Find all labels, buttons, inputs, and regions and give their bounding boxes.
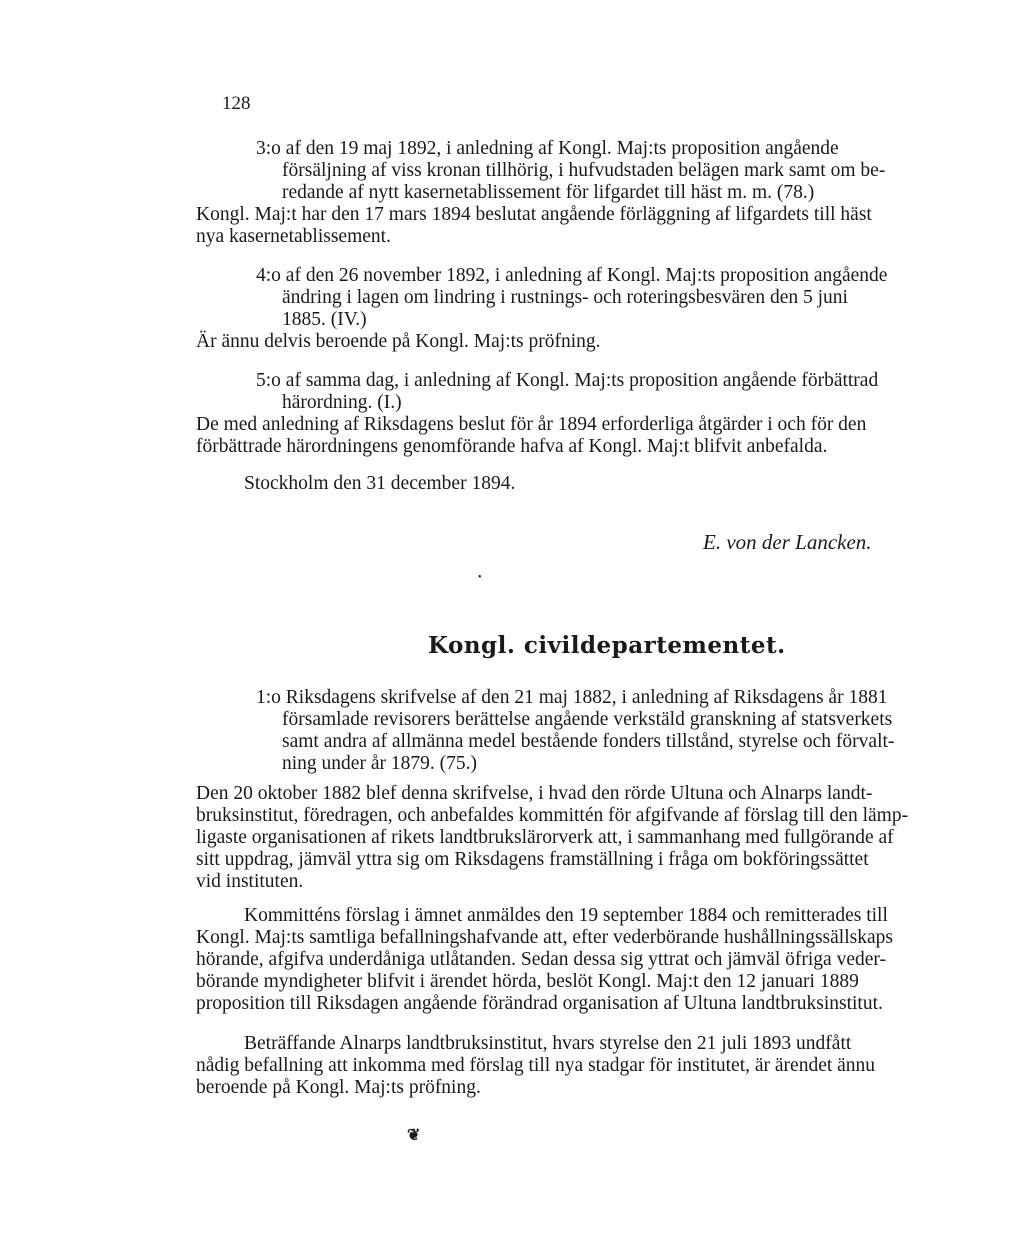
- para-1-line-5: vid instituten.: [196, 871, 304, 892]
- item-5: [196, 370, 986, 458]
- ink-mark: ❦: [407, 1127, 421, 1144]
- para-2-line-5: proposition till Riksdagen angående förändrad organisation af Ultuna landtbruksinstitut.: [196, 993, 883, 1014]
- paragraph-1: [196, 783, 986, 893]
- page-number: 128: [222, 93, 251, 114]
- para-2-line-4: börande myndigheter blifvit i ärendet hörda, beslöt Kongl. Maj:t den 12 januari 1889: [196, 971, 859, 992]
- item-5-result-1: De med anledning af Riksdagens beslut för år 1894 erforderliga åtgärder i och för den: [196, 414, 867, 435]
- paragraph-2: [196, 905, 986, 1015]
- item-4-line-3: 1885. (IV.): [282, 309, 367, 330]
- item-3-line-3: redande af nytt kasernetablissement för lifgardet till häst m. m. (78.): [282, 182, 815, 203]
- stray-mark: •: [478, 572, 482, 583]
- civ-item-1: [196, 687, 986, 775]
- signature: E. von der Lancken.: [703, 530, 872, 554]
- para-2-line-2: Kongl. Maj:ts samtliga befallningshafvande att, efter vederbörande hushållningssällskaps: [196, 927, 893, 948]
- civ-item-1-line-1: 1:o Riksdagens skrifvelse af den 21 maj 1882, i anledning af Riksdagens år 1881: [256, 687, 888, 708]
- item-3-result-1: Kongl. Maj:t har den 17 mars 1894 beslutat angående förläggning af lifgardets till häst: [196, 204, 872, 225]
- dateline: Stockholm den 31 december 1894.: [244, 473, 516, 494]
- para-3-line-3: beroende på Kongl. Maj:ts pröfning.: [196, 1077, 481, 1098]
- para-3-line-2: nådig befallning att inkomma med förslag till nya stadgar för institutet, är ärendet ännu: [196, 1055, 876, 1076]
- para-2-line-1: Kommitténs förslag i ämnet anmäldes den 19 september 1884 och remitterades till: [244, 905, 888, 926]
- civ-item-1-line-2: församlade revisorers berättelse angående verkstäld granskning af statsverkets: [282, 709, 893, 730]
- item-3-line-1: 3:o af den 19 maj 1892, i anledning af Kongl. Maj:ts proposition angående: [256, 138, 839, 159]
- para-3-line-1: Beträffande Alnarps landtbruksinstitut, hvars styrelse den 21 juli 1893 undfått: [244, 1033, 852, 1054]
- para-1-line-4: sitt uppdrag, jämväl yttra sig om Riksdagens framställning i fråga om bokföringssättet: [196, 849, 869, 870]
- item-4-line-1: 4:o af den 26 november 1892, i anledning af Kongl. Maj:ts proposition angående: [256, 265, 888, 286]
- para-1-line-1: Den 20 oktober 1882 blef denna skrifvelse, i hvad den rörde Ultuna och Alnarps landt-: [196, 783, 873, 804]
- civ-item-1-line-4: ning under år 1879. (75.): [282, 753, 477, 774]
- item-3-line-2: försäljning af viss kronan tillhörig, i hufvudstaden belägen mark samt om be-: [282, 160, 886, 181]
- item-5-result-2: förbättrade härordningens genomförande hafva af Kongl. Maj:t blifvit anbefalda.: [196, 436, 828, 457]
- section-heading: Kongl. civildepartementet.: [428, 632, 786, 659]
- item-5-line-2: härordning. (I.): [282, 392, 402, 413]
- para-1-line-3: ligaste organisationen af rikets landtbrukslärorverk att, i sammanhang med fullgörande af: [196, 827, 894, 848]
- item-5-line-1: 5:o af samma dag, i anledning af Kongl. Maj:ts proposition angående förbättrad: [256, 370, 879, 391]
- para-1-line-2: bruksinstitut, föredragen, och anbefaldes kommittén för afgifvande af förslag till den lämp-: [196, 805, 909, 826]
- item-3: [196, 138, 986, 248]
- item-4-line-2: ändring i lagen om lindring i rustnings- och roteringsbesvären den 5 juni: [282, 287, 848, 308]
- item-3-result-2: nya kasernetablissement.: [196, 226, 391, 247]
- civ-item-1-line-3: samt andra af allmänna medel bestående fonders tillstånd, styrelse och förvalt-: [282, 731, 895, 752]
- para-2-line-3: hörande, afgifva underdåniga utlåtanden. Sedan dessa sig yttrat och jämväl öfriga veder-: [196, 949, 886, 970]
- paragraph-3: [196, 1033, 986, 1099]
- item-4-result-1: Är ännu delvis beroende på Kongl. Maj:ts pröfning.: [196, 331, 601, 352]
- item-4: [196, 265, 986, 353]
